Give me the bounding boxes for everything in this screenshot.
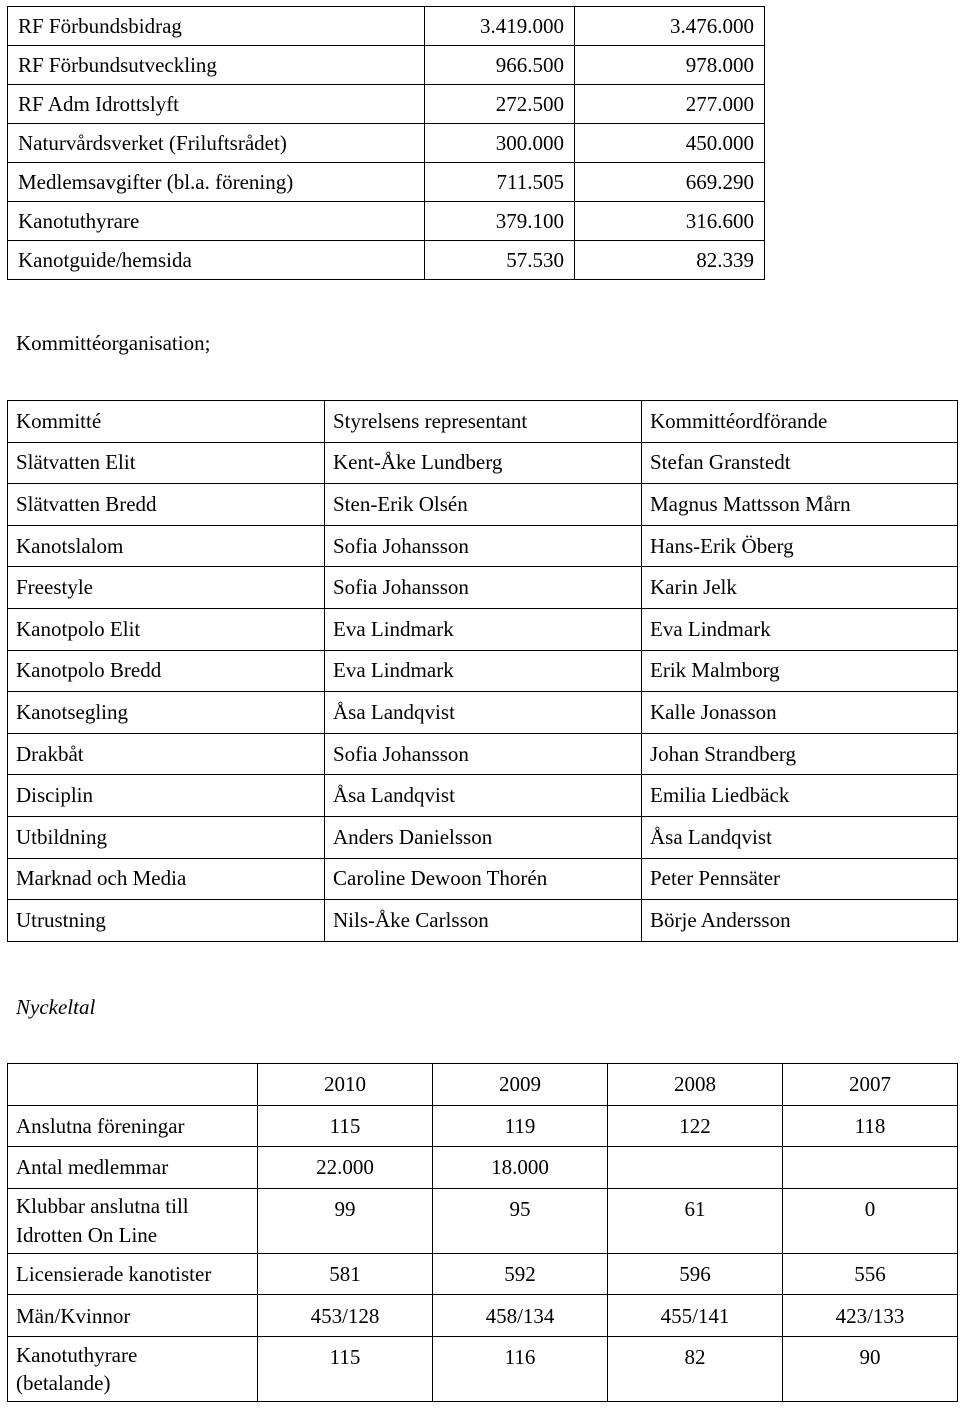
finance-value-2: 450.000 <box>575 124 765 163</box>
committee-header-row <box>8 401 958 443</box>
committee-name: Utrustning <box>8 900 325 942</box>
finance-value-2: 277.000 <box>575 85 765 124</box>
finance-label: Kanotuthyrare <box>8 202 425 241</box>
keyfigures-value: 455/141 <box>608 1295 783 1337</box>
finance-value-2: 978.000 <box>575 46 765 85</box>
keyfigures-value: 115 <box>258 1105 433 1147</box>
committee-chair: Emilia Liedbäck <box>642 775 958 817</box>
finance-row <box>8 85 765 124</box>
committee-chair: Eva Lindmark <box>642 608 958 650</box>
keyfigures-label <box>8 1188 258 1253</box>
keyfigures-value: 95 <box>433 1188 608 1253</box>
committee-row <box>8 775 958 817</box>
committee-chair: Kalle Jonasson <box>642 692 958 734</box>
committee-chair: Hans-Erik Öberg <box>642 525 958 567</box>
finance-row <box>8 241 765 280</box>
committee-name: Kanotslalom <box>8 525 325 567</box>
committee-row <box>8 567 958 609</box>
committee-row <box>8 484 958 526</box>
keyfigures-row <box>8 1253 958 1295</box>
committee-representative: Sofia Johansson <box>325 567 642 609</box>
committee-representative: Caroline Dewoon Thorén <box>325 858 642 900</box>
finance-value-2: 82.339 <box>575 241 765 280</box>
committee-heading: Kommittéorganisation; <box>16 331 211 355</box>
committee-chair: Johan Strandberg <box>642 733 958 775</box>
finance-value-1: 966.500 <box>425 46 575 85</box>
committee-chair: Karin Jelk <box>642 567 958 609</box>
keyfigures-label <box>8 1336 258 1401</box>
keyfigures-year: 2008 <box>608 1064 783 1106</box>
keyfigures-value: 119 <box>433 1105 608 1147</box>
committee-representative: Eva Lindmark <box>325 608 642 650</box>
keyfigures-row <box>8 1105 958 1147</box>
keyfigures-label-line: Kanotuthyrare <box>16 1342 138 1367</box>
finance-label: Medlemsavgifter (bl.a. förening) <box>8 163 425 202</box>
keyfigures-row <box>8 1336 958 1401</box>
committee-chair: Magnus Mattsson Mårn <box>642 484 958 526</box>
keyfigures-row <box>8 1147 958 1189</box>
keyfigures-value: 115 <box>258 1336 433 1401</box>
finance-value-1: 272.500 <box>425 85 575 124</box>
committee-representative: Åsa Landqvist <box>325 692 642 734</box>
keyfigures-value: 82 <box>608 1336 783 1401</box>
finance-row <box>8 46 765 85</box>
committee-name: Slätvatten Bredd <box>8 484 325 526</box>
committee-representative: Kent-Åke Lundberg <box>325 442 642 484</box>
keyfigures-value: 118 <box>783 1105 958 1147</box>
keyfigures-value: 453/128 <box>258 1295 433 1337</box>
committee-header-representative: Styrelsens representant <box>325 401 642 443</box>
committee-name: Drakbåt <box>8 733 325 775</box>
committee-representative: Eva Lindmark <box>325 650 642 692</box>
keyfigures-value: 90 <box>783 1336 958 1401</box>
finance-value-1: 711.505 <box>425 163 575 202</box>
keyfigures-heading: Nyckeltal <box>16 995 96 1019</box>
committee-name: Kanotpolo Elit <box>8 608 325 650</box>
keyfigures-value: 99 <box>258 1188 433 1253</box>
finance-label: Naturvårdsverket (Friluftsrådet) <box>8 124 425 163</box>
finance-value-1: 379.100 <box>425 202 575 241</box>
keyfigures-year: 2009 <box>433 1064 608 1106</box>
committee-row <box>8 442 958 484</box>
keyfigures-value <box>783 1147 958 1189</box>
finance-value-1: 57.530 <box>425 241 575 280</box>
finance-label: RF Adm Idrottslyft <box>8 85 425 124</box>
keyfigures-value: 596 <box>608 1253 783 1295</box>
committee-representative: Sofia Johansson <box>325 733 642 775</box>
finance-label: Kanotguide/hemsida <box>8 241 425 280</box>
committee-row <box>8 816 958 858</box>
keyfigures-header-empty <box>8 1064 258 1106</box>
committee-representative: Sofia Johansson <box>325 525 642 567</box>
committee-chair: Erik Malmborg <box>642 650 958 692</box>
keyfigures-row <box>8 1295 958 1337</box>
finance-value-1: 300.000 <box>425 124 575 163</box>
committee-row <box>8 900 958 942</box>
keyfigures-label: Anslutna föreningar <box>8 1105 258 1147</box>
committee-row <box>8 608 958 650</box>
finance-row <box>8 7 765 46</box>
committee-name: Disciplin <box>8 775 325 817</box>
keyfigures-label: Licensierade kanotister <box>8 1253 258 1295</box>
finance-value-2: 3.476.000 <box>575 7 765 46</box>
keyfigures-label-line: Klubbar anslutna till <box>16 1194 189 1219</box>
keyfigures-label: Antal medlemmar <box>8 1147 258 1189</box>
keyfigures-value: 423/133 <box>783 1295 958 1337</box>
committee-name: Freestyle <box>8 567 325 609</box>
committee-table <box>7 400 958 942</box>
keyfigures-value: 116 <box>433 1336 608 1401</box>
committee-row <box>8 733 958 775</box>
finance-value-2: 669.290 <box>575 163 765 202</box>
committee-row <box>8 858 958 900</box>
committee-representative: Nils-Åke Carlsson <box>325 900 642 942</box>
committee-name: Marknad och Media <box>8 858 325 900</box>
committee-name: Utbildning <box>8 816 325 858</box>
keyfigures-row <box>8 1188 958 1253</box>
committee-representative: Åsa Landqvist <box>325 775 642 817</box>
finance-row <box>8 124 765 163</box>
finance-value-1: 3.419.000 <box>425 7 575 46</box>
keyfigures-label-line: (betalande) <box>16 1370 111 1395</box>
committee-row <box>8 692 958 734</box>
committee-chair: Stefan Granstedt <box>642 442 958 484</box>
committee-name: Kanotpolo Bredd <box>8 650 325 692</box>
finance-label: RF Förbundsutveckling <box>8 46 425 85</box>
committee-representative: Anders Danielsson <box>325 816 642 858</box>
finance-label: RF Förbundsbidrag <box>8 7 425 46</box>
finance-table <box>7 6 765 280</box>
keyfigures-value: 61 <box>608 1188 783 1253</box>
committee-header-committee: Kommitté <box>8 401 325 443</box>
finance-row <box>8 202 765 241</box>
finance-value-2: 316.600 <box>575 202 765 241</box>
keyfigures-value: 458/134 <box>433 1295 608 1337</box>
keyfigures-year: 2010 <box>258 1064 433 1106</box>
committee-header-chair: Kommittéordförande <box>642 401 958 443</box>
keyfigures-value: 556 <box>783 1253 958 1295</box>
committee-name: Kanotsegling <box>8 692 325 734</box>
keyfigures-label-line: Idrotten On Line <box>16 1222 158 1247</box>
committee-chair: Åsa Landqvist <box>642 816 958 858</box>
committee-representative: Sten-Erik Olsén <box>325 484 642 526</box>
keyfigures-value: 122 <box>608 1105 783 1147</box>
committee-chair: Peter Pennsäter <box>642 858 958 900</box>
keyfigures-value: 0 <box>783 1188 958 1253</box>
committee-chair: Börje Andersson <box>642 900 958 942</box>
keyfigures-value: 18.000 <box>433 1147 608 1189</box>
keyfigures-year: 2007 <box>783 1064 958 1106</box>
finance-row <box>8 163 765 202</box>
keyfigures-value <box>608 1147 783 1189</box>
keyfigures-value: 592 <box>433 1253 608 1295</box>
keyfigures-label: Män/Kvinnor <box>8 1295 258 1337</box>
keyfigures-value: 22.000 <box>258 1147 433 1189</box>
keyfigures-header-row <box>8 1064 958 1106</box>
committee-row <box>8 650 958 692</box>
committee-name: Slätvatten Elit <box>8 442 325 484</box>
committee-row <box>8 525 958 567</box>
keyfigures-value: 581 <box>258 1253 433 1295</box>
keyfigures-table <box>7 1063 958 1402</box>
